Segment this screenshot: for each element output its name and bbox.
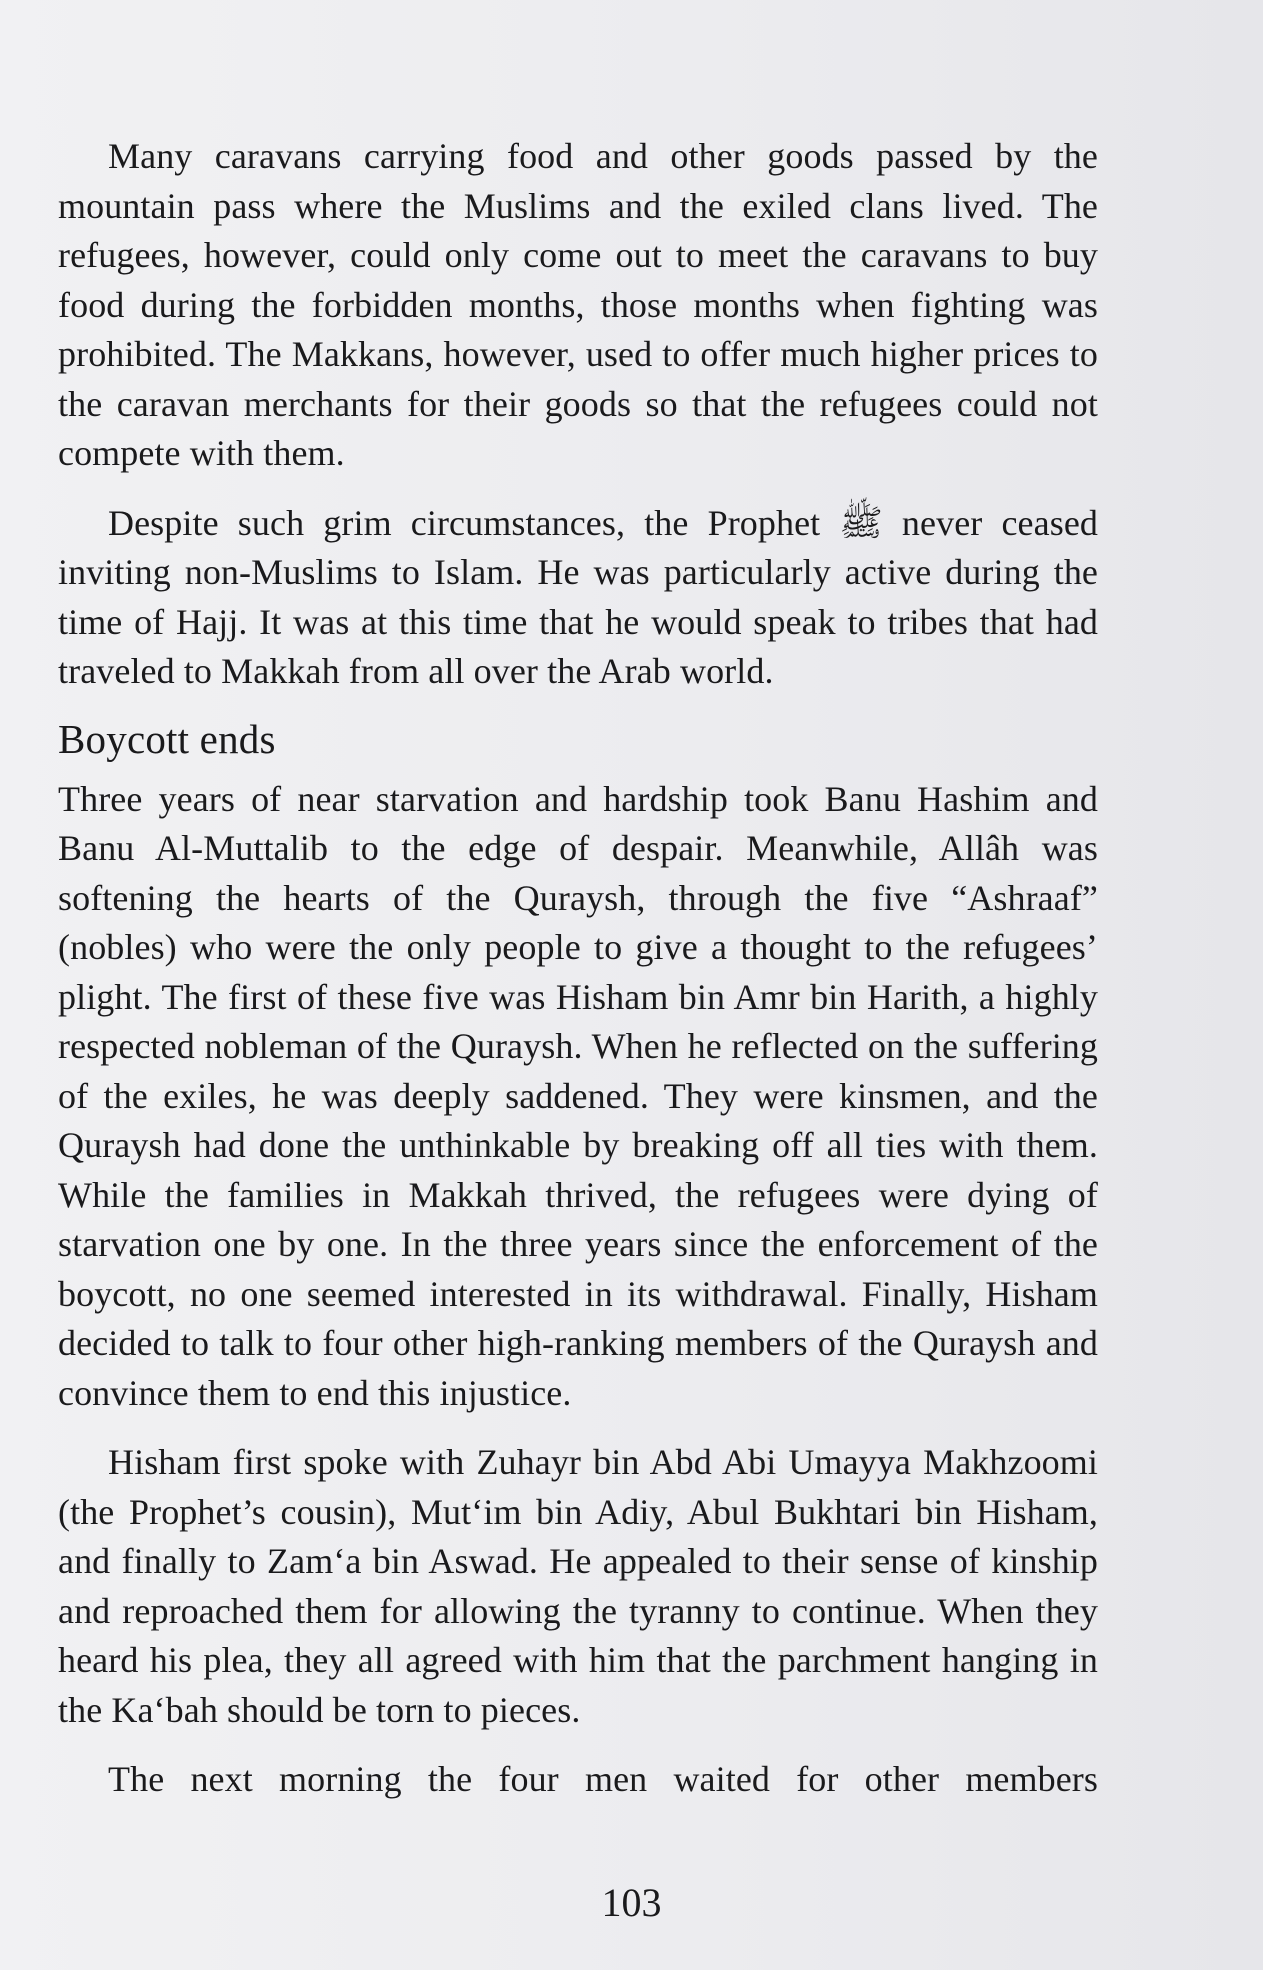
page-body (58, 132, 1098, 1805)
paragraph-caravans: Many caravans carrying food and other goods passed by the mountain pass where the Muslims and the exiled clans lived. The refugees, however, could only come out to meet the caravans to buy food during the forbidden months, those months when fighting was prohibited. The Makkans, however, used to offer much higher prices to the caravan merchants for their goods so that the refugees could not compete with them. (58, 136, 1098, 473)
paragraph-three-years: Three years of near starvation and hardship took Banu Hashim and Banu Al-Muttalib to the edge of despair. Meanwhile, Allâh was softening the hearts of the Quraysh, through the five “Ashraaf” (nobles) who were the only people to give a thought to the refugees’ plight. The first of these five was Hisham bin Amr bin Harith, a highly respected nobleman of the Quraysh. When he reflected on the suffering of the exiles, he was deeply saddened. They were kinsmen, and the Quraysh had done the unthinkable by breaking off all ties with them. While the families in Makkah thrived, the refugees were dying of starvation one by one. In the three years since the enforcement of the boycott, no one seemed interested in its withdrawal. Finally, Hisham decided to talk to four other high-ranking members of the Quraysh and convince them to end this injustice. (58, 778, 1098, 1413)
section-heading: Boycott ends (58, 715, 276, 762)
paragraph-invitation: Despite such grim circumstances, the Prophet ﷺ never ceased inviting non-Muslims to Islam. He was particularly active during the time of Hajj. It was at this time that he would speak to tribes that had traveled to Makkah from all over the Arab world. (58, 502, 1098, 691)
paragraph-hisham: Hisham first spoke with Zuhayr bin Abd Abi Umayya Makhzoomi (the Prophet’s cousin), Mut‘im bin Adiy, Abul Bukhtari bin Hisham, and finally to Zam‘a bin Aswad. He appealed to their sense of kinship and reproached them for allowing the tyranny to continue. When they heard his plea, they all agreed with him that the parchment hanging in the Ka‘bah should be torn to pieces. (58, 1442, 1098, 1730)
paragraph-next-morning: The next morning the four men waited for other members (108, 1759, 1098, 1799)
page-number: 103 (601, 1880, 662, 1925)
